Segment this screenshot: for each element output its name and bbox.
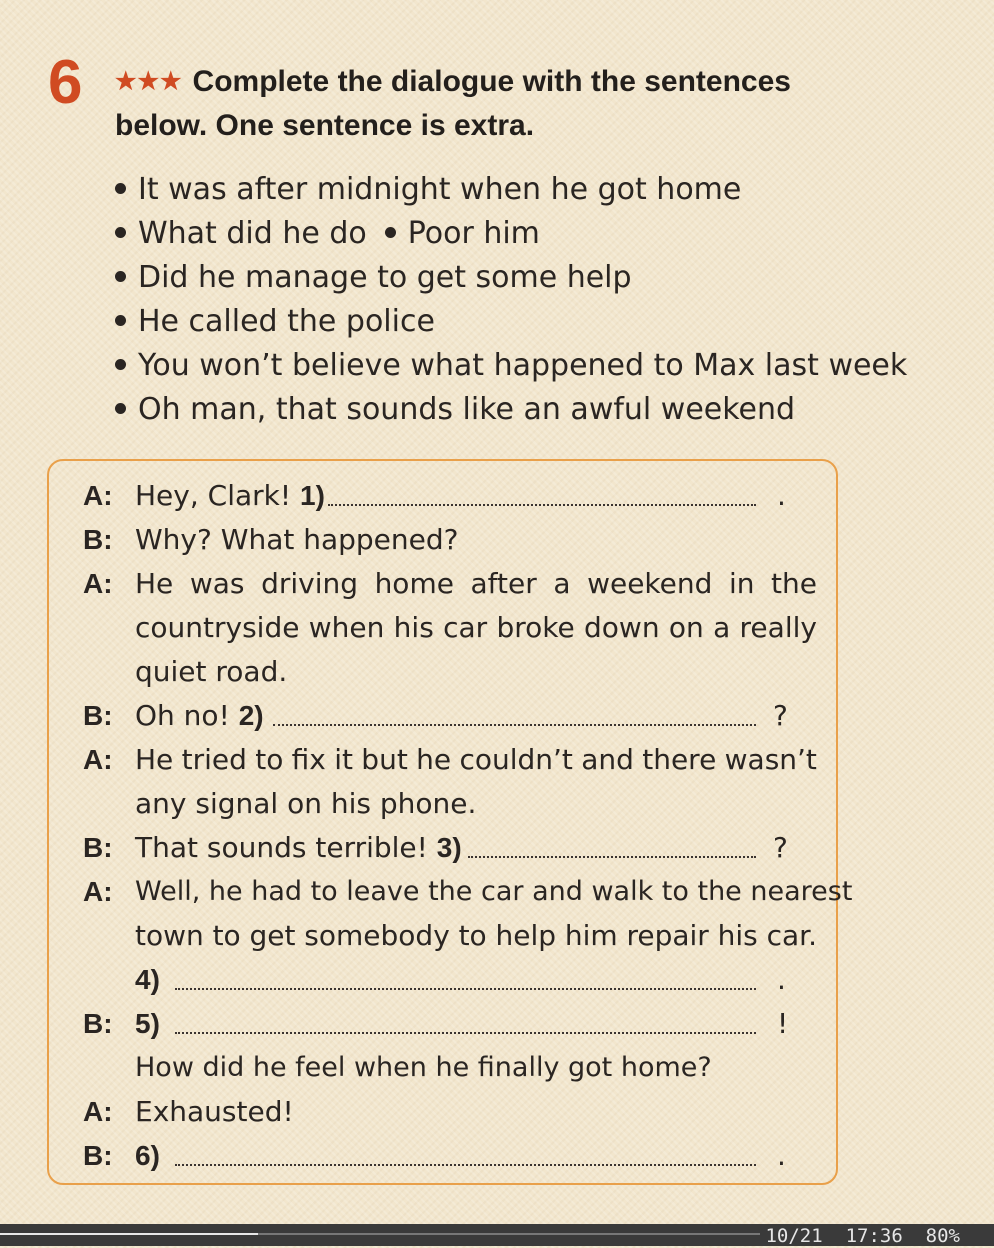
bullet-icon — [115, 315, 126, 326]
word: car. — [766, 919, 817, 952]
word: couldn’t — [459, 743, 573, 776]
dialogue-text — [135, 826, 462, 870]
dialogue-phrase: Oh no! — [135, 699, 230, 732]
gap-number: 2) — [238, 700, 264, 731]
gap-number: 6) — [135, 1140, 160, 1171]
gap-number: 5) — [135, 1008, 160, 1039]
gap-end-punctuation: ? — [773, 831, 788, 864]
dialogue-text: Why? What happened? — [135, 523, 459, 556]
word: broke — [496, 611, 575, 644]
word: driving — [261, 567, 358, 600]
answer-gap-5[interactable] — [175, 1032, 756, 1034]
option-text: You won’t believe what happened to Max last week — [138, 348, 908, 383]
dialogue-text — [135, 738, 817, 782]
status-text — [765, 1224, 960, 1248]
gap-number: 3) — [436, 832, 462, 863]
reader-status-bar — [0, 1224, 994, 1246]
dialogue-text — [135, 474, 325, 518]
answer-gap-1[interactable] — [328, 504, 756, 506]
word: help — [495, 919, 557, 952]
option-line — [115, 344, 907, 388]
gap-number: 4) — [135, 964, 160, 995]
bullet-icon — [115, 359, 126, 370]
word: his — [393, 611, 434, 644]
bullet-icon — [115, 271, 126, 282]
reading-progress-fill — [0, 1233, 258, 1235]
exercise-instruction — [115, 60, 875, 148]
speaker-label: A: — [83, 876, 113, 907]
word: a — [553, 567, 571, 600]
dialogue-text — [135, 606, 817, 650]
dialogue-text: Well, he had to leave the car and walk to the nearest — [135, 876, 853, 907]
gap-end-punctuation: ! — [777, 1007, 789, 1040]
speaker-label: B: — [83, 1008, 113, 1039]
speaker-label: A: — [83, 744, 113, 775]
dialogue-phrase: That sounds terrible! — [135, 831, 428, 864]
word: there — [642, 743, 717, 776]
speaker-label: B: — [83, 832, 113, 863]
dialogue-text — [135, 694, 264, 738]
dialogue-text: How did he feel when he finally got home? — [135, 1052, 712, 1083]
word: a — [713, 611, 731, 644]
option-line — [115, 212, 907, 256]
option-line — [115, 388, 907, 432]
speaker-label: B: — [83, 700, 113, 731]
word: the — [771, 567, 817, 600]
gap-end-punctuation: . — [777, 963, 786, 996]
word: wasn’t — [724, 743, 817, 776]
option-line — [115, 256, 907, 300]
bullet-icon — [385, 227, 396, 238]
bullet-icon — [115, 403, 126, 414]
word: somebody — [304, 919, 450, 952]
speaker-label: A: — [83, 1096, 113, 1127]
dialogue-text: any signal on his phone. — [135, 787, 477, 820]
word: he — [416, 743, 452, 776]
speaker-label: A: — [83, 568, 113, 599]
option-line — [115, 300, 907, 344]
word: town — [135, 919, 204, 952]
dialogue-text — [135, 562, 817, 606]
dialogue-text: quiet road. — [135, 655, 288, 688]
word: his — [717, 919, 758, 952]
word: tried — [181, 743, 247, 776]
clock: 17:36 — [845, 1225, 903, 1247]
word: him — [564, 919, 618, 952]
sentence-options — [115, 168, 907, 432]
gap-end-punctuation: ? — [773, 699, 788, 732]
option-text: It was after midnight when he got home — [138, 172, 742, 207]
word: down — [584, 611, 660, 644]
word: He — [135, 743, 174, 776]
word: was — [189, 567, 245, 600]
speaker-label: A: — [83, 480, 113, 511]
gap-number: 1) — [300, 480, 325, 511]
battery-level: 80% — [925, 1225, 960, 1247]
dialogue-text: Exhausted! — [135, 1095, 294, 1128]
gap-end-punctuation: . — [777, 1139, 786, 1172]
gap-end-punctuation: . — [777, 479, 786, 512]
word: get — [249, 919, 296, 952]
word: really — [739, 611, 817, 644]
word: countryside — [135, 611, 300, 644]
option-text: Did he manage to get some help — [138, 260, 632, 295]
difficulty-stars: ★★★ — [115, 68, 183, 95]
speaker-label: B: — [83, 1140, 113, 1171]
word: to — [212, 919, 241, 952]
word: car — [443, 611, 488, 644]
answer-gap-2[interactable] — [273, 724, 756, 726]
word: to — [458, 919, 487, 952]
option-text: Poor him — [407, 216, 540, 251]
word: home — [374, 567, 454, 600]
speaker-label: B: — [83, 524, 113, 555]
option-text: What did he do — [138, 216, 367, 251]
instruction-line-2: below. One sentence is extra. — [115, 109, 535, 142]
option-text: Oh man, that sounds like an awful weekend — [138, 392, 796, 427]
answer-gap-6[interactable] — [175, 1164, 756, 1166]
answer-gap-3[interactable] — [468, 856, 756, 858]
word: when — [308, 611, 385, 644]
word: it — [334, 743, 353, 776]
word: and — [581, 743, 634, 776]
instruction-line-1: Complete the dialogue with the sentences — [192, 65, 791, 98]
word: weekend — [587, 567, 713, 600]
word: after — [470, 567, 537, 600]
word: to — [255, 743, 284, 776]
dialogue-text — [135, 914, 817, 958]
bullet-icon — [115, 227, 126, 238]
dialogue-phrase: Hey, Clark! — [135, 479, 292, 512]
word: but — [361, 743, 408, 776]
option-text: He called the police — [138, 304, 435, 339]
word: on — [668, 611, 704, 644]
bullet-icon — [115, 183, 126, 194]
option-line — [115, 168, 907, 212]
word: fix — [291, 743, 326, 776]
answer-gap-4[interactable] — [175, 988, 756, 990]
page-counter: 10/21 — [765, 1225, 823, 1247]
exercise-number: 6 — [48, 48, 83, 117]
word: repair — [626, 919, 709, 952]
word: He — [135, 567, 174, 600]
word: in — [728, 567, 755, 600]
